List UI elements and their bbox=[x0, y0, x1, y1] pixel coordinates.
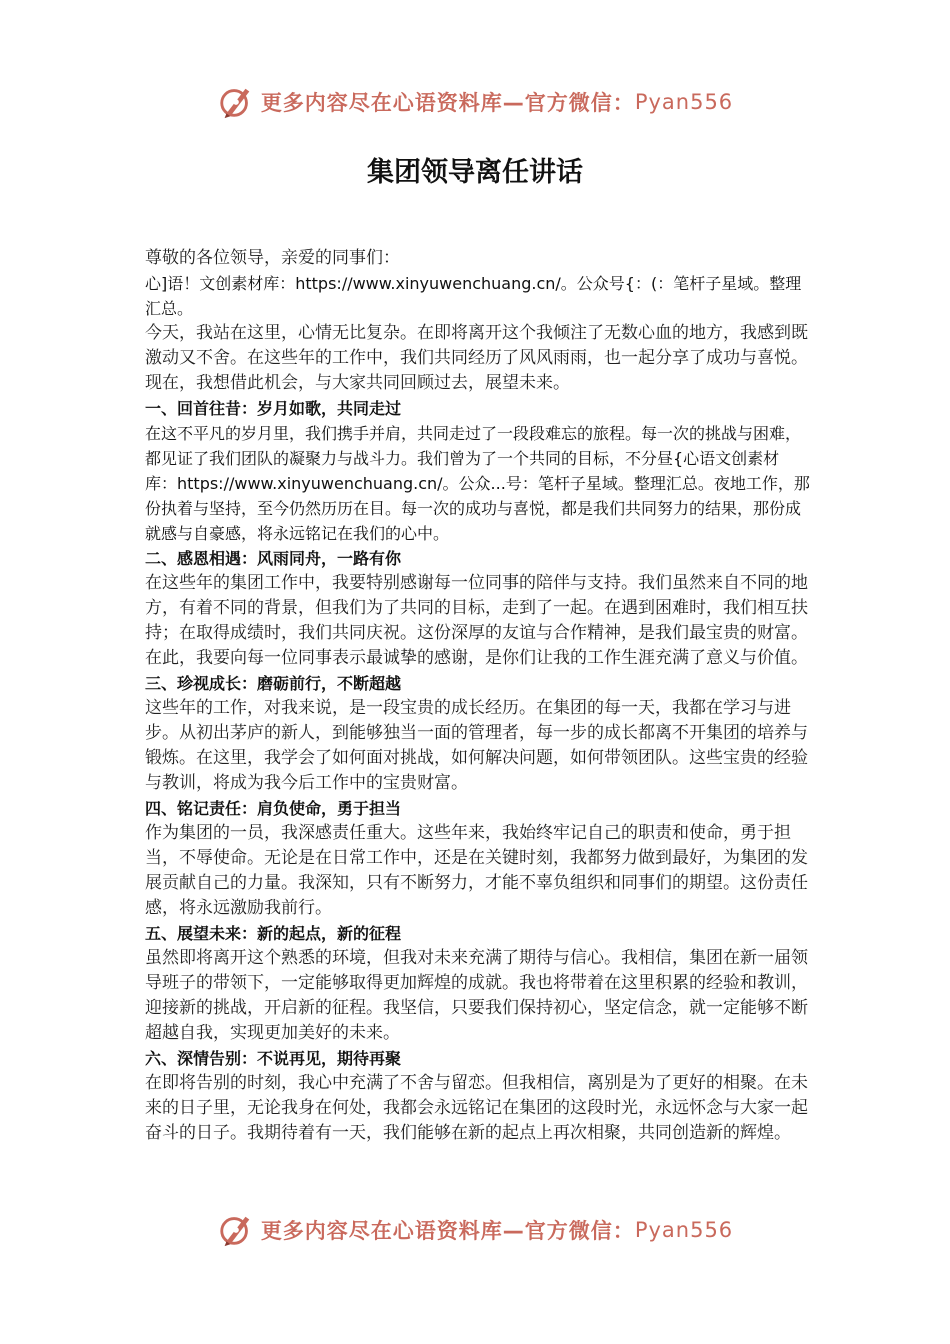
banner-text: 更多内容尽在心语资料库—官方微信： bbox=[260, 91, 635, 115]
section-paragraph: 在即将告别的时刻，我心中充满了不舍与留恋。但我相信，离别是为了更好的相聚。在未来的日子里，无论我身在何处，我都会永远铭记在集团的这段时光，永远怀念与大家一起奋斗的日子。我期待着有一天，我们能够在新的起点上再次相聚，共同创造新的辉煌。 bbox=[145, 1073, 808, 1143]
intro-paragraph: 今天，我站在这里，心情无比复杂。在即将离开这个我倾注了无数心血的地方，我感到既激动又不舍。在这些年的工作中，我们共同经历了风风雨雨，也一起分享了成功与喜悦。现在，我想借此机会，与大家共同回顾过去，展望未来。 bbox=[145, 323, 808, 393]
section-heading: 六、深情告别：不说再见，期待再聚 bbox=[145, 1049, 402, 1068]
banner-wechat-id: Pyan556 bbox=[634, 1218, 734, 1242]
pen-logo-icon bbox=[217, 83, 255, 121]
section-heading: 五、展望未来：新的起点，新的征程 bbox=[145, 924, 402, 943]
section-paragraph: 这些年的工作，对我来说，是一段宝贵的成长经历。在集团的每一天，我都在学习与进步。从初出茅庐的新人，到能够独当一面的管理者，每一步的成长都离不开集团的培养与锻炼。在这里，我学会了如何面对挑战，如何解决问题，如何带领团队。这些宝贵的经验与教训，将成为我今后工作中的宝贵财富。 bbox=[145, 698, 808, 793]
section-paragraph: 在这不平凡的岁月里，我们携手并肩，共同走过了一段段难忘的旅程。每一次的挑战与困难，都见证了我们团队的凝聚力与战斗力。我们曾为了一个共同的目标，不分昼{心语文创素材库：https://www.xinyuwenchuang.cn/。公众...号：笔杆子星域。整理汇总。夜地工作，那份执着与坚持，至今仍然历历在目。每一次的成功与喜悦，都是我们共同努力的结果，那份成就感与自豪感，将永远铭记在我们的心中。 bbox=[145, 424, 810, 543]
banner-text: 更多内容尽在心语资料库—官方微信： bbox=[260, 1219, 635, 1243]
section-paragraph: 虽然即将离开这个熟悉的环境，但我对未来充满了期待与信心。我相信，集团在新一届领导班子的带领下，一定能够取得更加辉煌的成就。我也将带着在这里积累的经验和教训，迎接新的挑战，开启新的征程。我坚信，只要我们保持初心，坚定信念，就一定能够不断超越自我，实现更加美好的未来。 bbox=[145, 948, 808, 1043]
section-heading: 四、铭记责任：肩负使命，勇于担当 bbox=[145, 799, 402, 818]
section-heading: 三、珍视成长：磨砺前行，不断超越 bbox=[145, 674, 402, 693]
footer-banner bbox=[0, 1210, 950, 1250]
banner-wechat-id: Pyan556 bbox=[634, 90, 734, 114]
section-heading: 一、回首往昔：岁月如歌，共同走过 bbox=[145, 399, 402, 418]
salutation: 尊敬的各位领导，亲爱的同事们： bbox=[145, 248, 400, 268]
section-heading: 二、感恩相遇：风雨同舟，一路有你 bbox=[145, 549, 402, 568]
pen-logo-icon bbox=[217, 1211, 255, 1249]
document-title: 集团领导离任讲话 bbox=[367, 157, 583, 188]
section-paragraph: 作为集团的一员，我深感责任重大。这些年来，我始终牢记自己的职责和使命，勇于担当，不辱使命。无论是在日常工作中，还是在关键时刻，我都努力做到最好，为集团的发展贡献自己的力量。我深知，只有不断努力，才能不辜负组织和同事们的期望。这份责任感，将永远激励我前行。 bbox=[145, 823, 808, 918]
header-banner bbox=[0, 82, 950, 122]
document-body bbox=[145, 246, 810, 1146]
source-note: 心]语！文创素材库：https://www.xinyuwenchuang.cn/。公众号{：(：笔杆子星域。整理汇总。 bbox=[145, 274, 802, 318]
section-paragraph: 在这些年的集团工作中，我要特别感谢每一位同事的陪伴与支持。我们虽然来自不同的地方，有着不同的背景，但我们为了共同的目标，走到了一起。在遇到困难时，我们相互扶持；在取得成绩时，我们共同庆祝。这份深厚的友谊与合作精神，是我们最宝贵的财富。在此，我要向每一位同事表示最诚挚的感谢，是你们让我的工作生涯充满了意义与价值。 bbox=[145, 573, 808, 668]
